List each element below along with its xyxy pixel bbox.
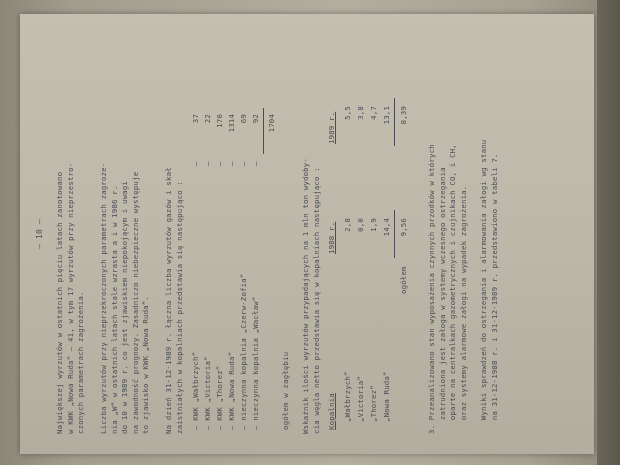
mine-name: – nieczynna kopalnia „Wacław”	[251, 296, 260, 430]
table-row-1988: 0,0	[356, 218, 365, 232]
sum-rule	[263, 108, 264, 154]
intro-line: czonych parametrach zagrożenia.	[76, 291, 85, 434]
table-header-1988: 1988 r.	[327, 221, 336, 254]
table-row-1989: 13,1	[382, 106, 391, 125]
table-header-mine: Kopalnia	[327, 393, 336, 430]
table-sum-rule-1989	[394, 98, 395, 146]
document-sheet	[20, 14, 594, 454]
section-line: 3. Przeanalizowano stan wyposażenia czynnych przodków w których	[427, 144, 436, 434]
typewritten-page	[27, 24, 587, 444]
paragraph-line: Wyniki sprawdzeń do ostrzegania i alarmowania załogi wg stanu	[479, 139, 488, 434]
table-row-1988: 14,4	[382, 218, 391, 237]
mine-name: – KWK „Wałbrzych”	[191, 351, 200, 430]
table-row-1989: 3,8	[356, 106, 365, 120]
page-number: – 10 –	[35, 219, 44, 249]
intro-line: w KWK „Nowa Ruda” – 41, w tym 17 wyrzutów przy nieprzestro-	[65, 162, 75, 434]
mine-name: – KWK „Thorez”	[215, 365, 224, 430]
mine-value: 22	[203, 114, 212, 124]
paragraph-line: na zawodność prognozy. Zasadniczo niebezpieczne występuje	[130, 171, 140, 434]
paragraph-line: cia węgla netto przedstawia się w kopalniach następująco :	[311, 167, 321, 434]
mine-dash: –	[215, 161, 224, 166]
mine-value: 69	[239, 114, 248, 124]
table-row-1989: 5,5	[343, 106, 352, 120]
table-total-1989: 8,39	[399, 106, 408, 125]
paragraph-line: to zjawisko w KWK „Nowa Ruda”.	[141, 296, 150, 434]
mine-value: 92	[251, 114, 260, 124]
mine-dash: –	[191, 161, 200, 166]
paragraph-line: na 31-12-1988 r. i 31-12-1989 r. przedstawiono w tabeli 7.	[489, 153, 499, 434]
mines-total-value: 1704	[267, 114, 276, 133]
paragraph-line: Na dzień 31-12-1989 r. łączna liczba wyrzutów gazów i skał	[164, 167, 173, 434]
mine-name: – KWK „Victoria”	[203, 356, 212, 430]
mine-name: – KWK „Nowa Ruda”	[227, 351, 236, 430]
table-row-mine: „Wałbrzych”	[343, 371, 352, 422]
table-row-mine: „Thorez”	[369, 385, 378, 422]
mine-value: 37	[191, 114, 200, 124]
table-sum-rule-1988	[394, 210, 395, 258]
mine-dash: –	[203, 161, 212, 166]
mine-value: 1314	[227, 114, 236, 133]
intro-line: Największej wyrzutów w ostatnich pięciu latach zanotowano	[55, 171, 64, 434]
mine-dash: –	[227, 161, 236, 166]
section-line: oparte na centralkach gazometrycznych i czujnikach CO, i CH,	[448, 144, 457, 434]
table-header-1989: 1989 r.	[327, 111, 336, 144]
table-total-label: ogółem	[399, 266, 408, 294]
table-row-mine: „Nowa Ruda”	[382, 371, 391, 422]
table-row-1989: 4,7	[369, 106, 378, 120]
mines-total-label: ogółem w zagłębiu	[281, 351, 290, 430]
paragraph-line: zaistniałych w kopalniach przedstawia się następująco :	[174, 181, 184, 434]
mine-name: – nieczynna kopalnia „Czerw-Zofia”	[239, 273, 248, 430]
mine-dash: –	[239, 161, 248, 166]
section-line: oraz systemy alarmowe załogi na wypadek zagrożenia.	[458, 185, 468, 434]
section-line: zatrudniona jest załoga w systemy wczesnego ostrzegania	[437, 167, 447, 434]
table-row-1988: 1,9	[369, 218, 378, 232]
paragraph-line: Liczba wyrzutów przy nieprzekroczonych parametrach zagroże-	[99, 162, 108, 434]
mine-dash: –	[251, 161, 260, 166]
table-total-1988: 9,56	[399, 218, 408, 237]
mine-value: 170	[215, 114, 224, 128]
paragraph-line: nia „W” w ostatnich latach stale wzrasta a i w 1986 r.	[109, 185, 119, 434]
table-row-mine: „Victoria”	[356, 376, 365, 422]
paragraph-line: do 10 w 1989 r. co jest zjawiskiem niepokojącym i uwagi	[120, 181, 129, 434]
table-row-1988: 2,8	[343, 218, 352, 232]
background-edge	[597, 0, 620, 465]
paragraph-line: Wskaźnik ilości wyrzutów przypadających na 1 mln ton wydoby-	[301, 158, 310, 434]
